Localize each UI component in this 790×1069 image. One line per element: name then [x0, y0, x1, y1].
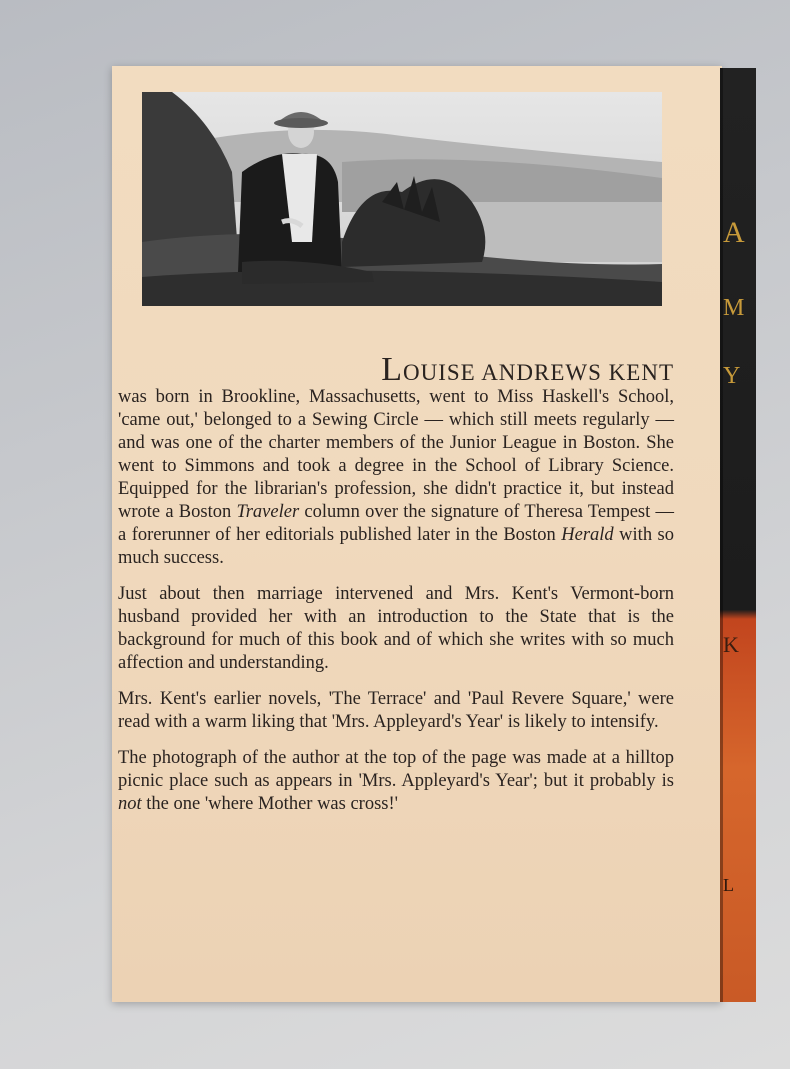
bio-paragraph-3: Mrs. Kent's earlier novels, 'The Terrace' and 'Paul Revere Square,' were read with a warm liking that 'Mrs. Appleyard's Year' is likely to intensify. [118, 689, 674, 732]
spine-edge [720, 68, 723, 1002]
bio-p4-text-a: The photograph of the author at the top of the page was made at a hilltop picnic place such as appears in 'Mrs. Appleyard's Year'; but it probably is [118, 748, 674, 791]
author-name-initial: L [381, 351, 403, 388]
author-photograph [142, 92, 662, 306]
bio-paragraph-2: Just about then marriage intervened and Mrs. Kent's Vermont-born husband provided her with an introduction to the State that is the background for much of this book and of which she writes with so much affection and understanding. [118, 584, 674, 673]
bio-p1-text-c: with so much success. [118, 525, 675, 568]
spine-letter: A [723, 216, 745, 249]
spine-letter: L [723, 875, 734, 895]
spine-letter: K [723, 632, 739, 657]
bio-paragraph-1 [118, 386, 674, 570]
bio-p1-traveler: Traveler [236, 502, 300, 522]
author-name-rest: OUISE ANDREWS KENT [403, 360, 674, 385]
bio-p1-herald: Herald [561, 525, 614, 545]
bio-p4-text-b: the one 'where Mother was cross!' [141, 794, 398, 814]
spine-letter: Y [723, 363, 741, 389]
spine-letter: M [723, 295, 745, 321]
bio-paragraph-4 [118, 747, 674, 816]
author-bio [118, 351, 675, 829]
bio-p4-not: not [118, 794, 142, 814]
book-spine [720, 68, 756, 1002]
bio-p1-text-b: column over the signature of Theresa Tempest — a forerunner of her editorials published later in the Boston [118, 502, 674, 545]
author-name-heading [118, 351, 674, 388]
bio-p1-text-a: was born in Brookline, Massachusetts, went to Miss Haskell's School, 'came out,' belonged to a Sewing Circle — which still meets regularly — and was one of the charter members of the Junior League in Boston. She went to Simmons and took a degree in the School of Library Science. Equipped for the librarian's profession, she didn't practice it, but instead wrote a Boston [118, 387, 674, 522]
